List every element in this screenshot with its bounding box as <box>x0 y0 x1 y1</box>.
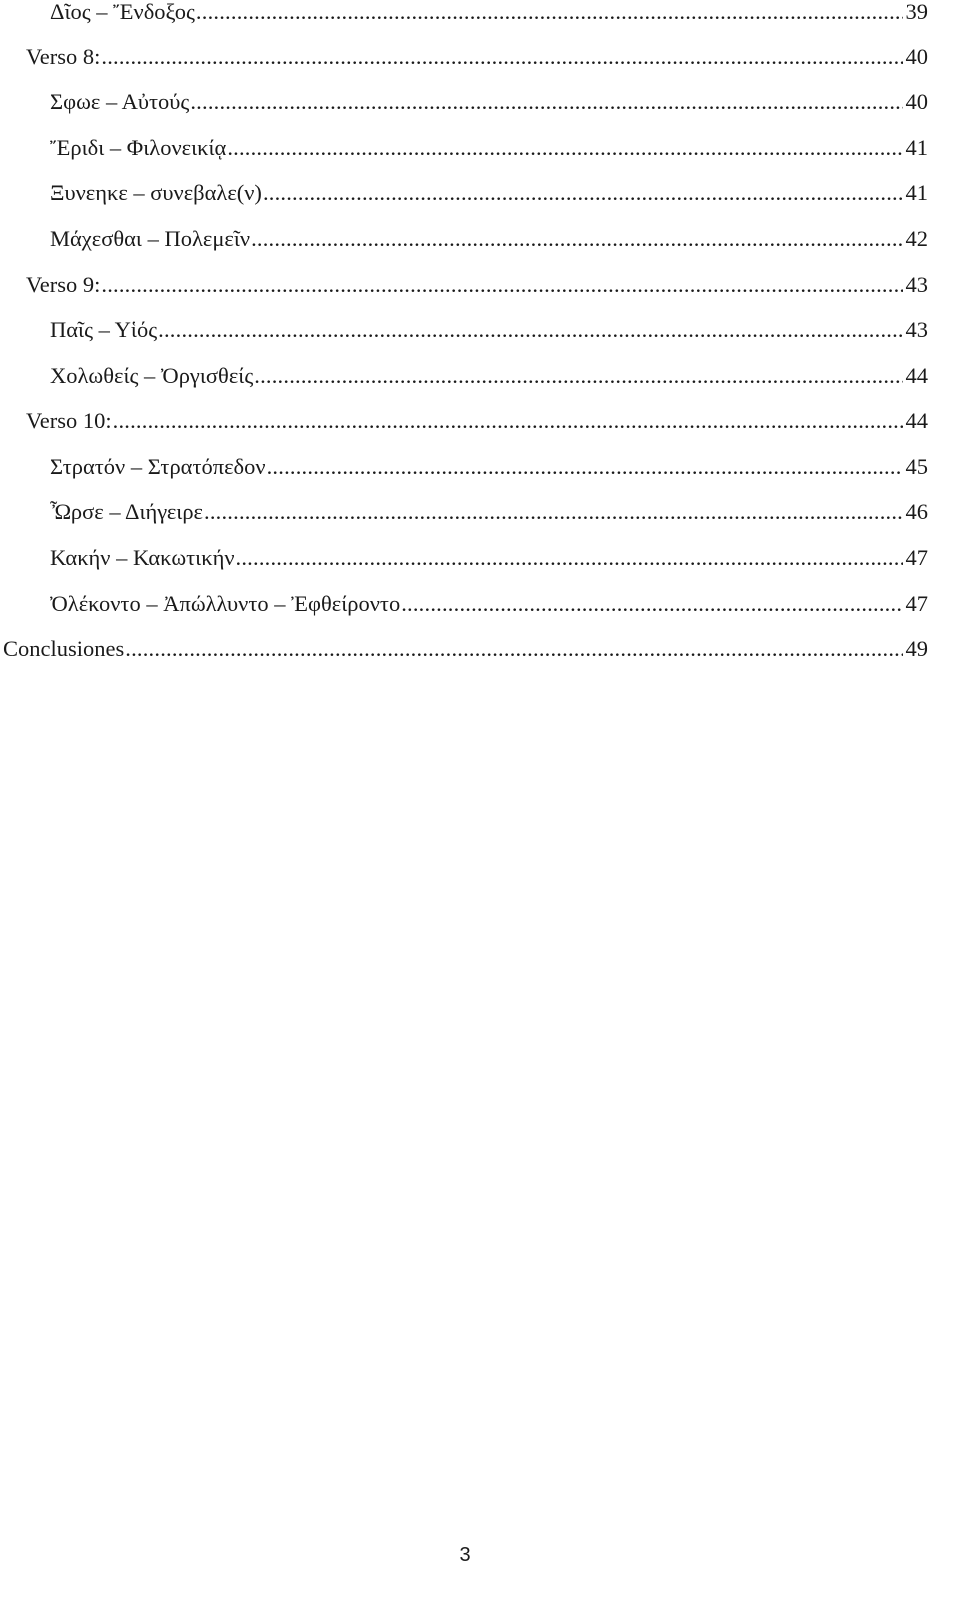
toc-entry-title: Σφωε – Αὐτούς <box>50 89 190 114</box>
toc-dot-leader <box>101 270 902 300</box>
toc-dot-leader <box>263 178 903 208</box>
toc-entry-title: Παῖς – Υἱός <box>50 317 158 342</box>
toc-entry-page: 40 <box>905 44 928 69</box>
toc-entry[interactable] <box>0 133 928 163</box>
toc-dot-leader <box>401 589 902 619</box>
toc-dot-leader <box>196 0 903 27</box>
toc-dot-leader <box>204 497 903 527</box>
toc-entry[interactable] <box>0 0 928 27</box>
toc-entry-title: Conclusiones <box>3 636 125 661</box>
toc-entry-page: 41 <box>905 180 928 205</box>
toc-entry-page: 40 <box>905 89 928 114</box>
toc-entry-title: Ξυνεηκε – συνεβαλε(ν) <box>50 180 262 205</box>
toc-entry-page: 47 <box>905 545 928 570</box>
toc-entry-title: Ὦρσε – Διήγειρε <box>50 499 203 524</box>
toc-entry[interactable] <box>0 452 928 482</box>
toc-entry-title: Verso 10: <box>26 408 112 433</box>
toc-entry-title: Ἔριδι – Φιλονεικίᾳ <box>50 135 227 160</box>
toc-dot-leader <box>101 42 902 72</box>
toc-entry-page: 49 <box>905 636 928 661</box>
toc-dot-leader <box>227 133 902 163</box>
toc-dot-leader <box>158 315 902 345</box>
toc-entry[interactable] <box>0 315 928 345</box>
toc-entry[interactable] <box>0 42 928 72</box>
toc-entry-title: Verso 8: <box>26 44 101 69</box>
toc-entry-title: Χολωθείς – Ὀργισθείς <box>50 363 254 388</box>
toc-entry-page: 43 <box>905 272 928 297</box>
toc-entry-page: 42 <box>905 226 928 251</box>
toc-entry-page: 43 <box>905 317 928 342</box>
toc-entry-title: Στρατόν – Στρατόπεδον <box>50 454 266 479</box>
toc-entry-title: Ὀλέκοντο – Ἀπώλλυντο – Ἐφθείροντο <box>50 591 401 616</box>
toc-entry-title: Μάχεσθαι – Πολεμεῖν <box>50 226 251 251</box>
toc-dot-leader <box>125 634 902 664</box>
toc-entry-title: Κακήν – Κακωτικήν <box>50 545 235 570</box>
toc-entry[interactable] <box>0 361 928 391</box>
toc-dot-leader <box>254 361 902 391</box>
toc-entry-page: 46 <box>905 499 928 524</box>
toc-entry[interactable] <box>0 543 928 573</box>
toc-entry-page: 41 <box>905 135 928 160</box>
toc-entry-title: Verso 9: <box>26 272 101 297</box>
toc-dot-leader <box>190 87 902 117</box>
toc-entry[interactable] <box>0 87 928 117</box>
toc-entry[interactable] <box>0 634 928 664</box>
toc-dot-leader <box>236 543 903 573</box>
toc-entry[interactable] <box>0 497 928 527</box>
toc-entry-title: Δῖος – Ἔνδοξος <box>50 0 195 24</box>
toc-entry-page: 44 <box>905 363 928 388</box>
toc-entry-page: 45 <box>905 454 928 479</box>
toc-entry[interactable] <box>0 406 928 436</box>
toc-dot-leader <box>251 224 902 254</box>
toc-entry[interactable] <box>0 224 928 254</box>
toc-entry-page: 39 <box>905 0 928 24</box>
toc-entry-page: 47 <box>905 591 928 616</box>
toc-entry[interactable] <box>0 589 928 619</box>
toc-dot-leader <box>267 452 903 482</box>
toc-entry[interactable] <box>0 270 928 300</box>
toc-dot-leader <box>113 406 903 436</box>
toc-entry[interactable] <box>0 178 928 208</box>
page-number: 3 <box>459 1544 471 1566</box>
toc-entry-page: 44 <box>905 408 928 433</box>
